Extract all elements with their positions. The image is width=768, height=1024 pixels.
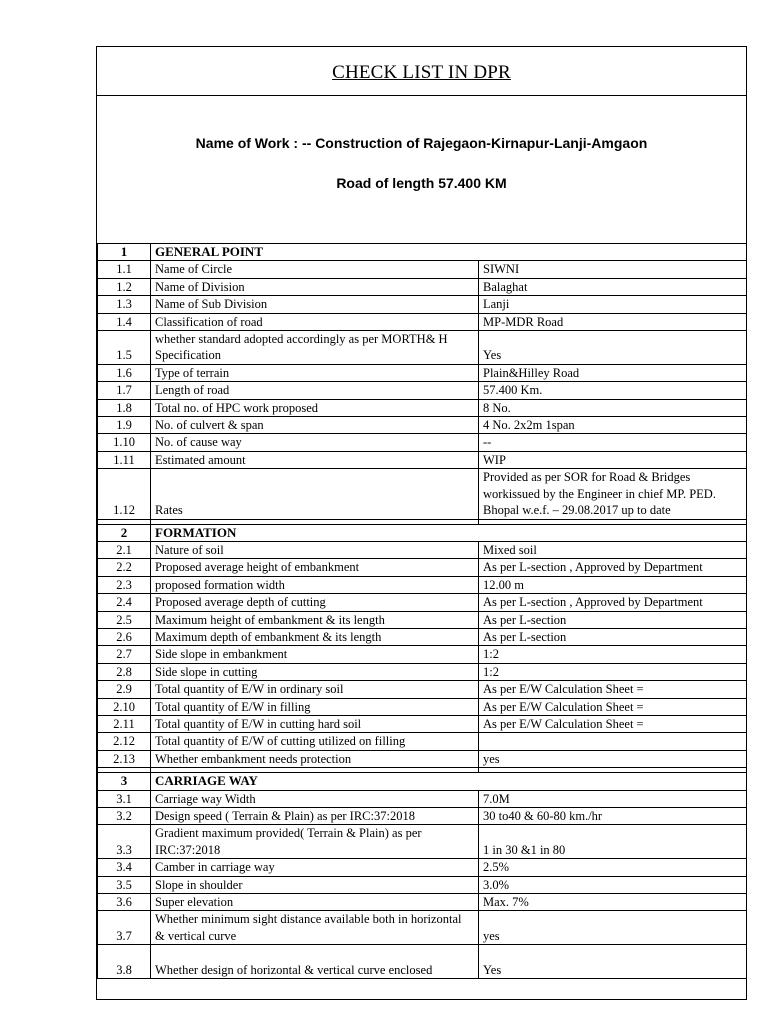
checklist-row [98, 681, 747, 698]
item-value: 1:2 [479, 663, 747, 680]
item-number: 2.12 [98, 733, 151, 750]
item-value: 30 to40 & 60-80 km./hr [479, 808, 747, 825]
checklist-row [98, 261, 747, 278]
checklist-row [98, 715, 747, 732]
item-value: As per L-section , Approved by Department [479, 594, 747, 611]
item-number: 3.2 [98, 808, 151, 825]
item-value: 12.00 m [479, 576, 747, 593]
item-value: 57.400 Km. [479, 382, 747, 399]
item-number: 1.2 [98, 278, 151, 295]
item-number: 1.11 [98, 451, 151, 468]
section-header-row [98, 244, 747, 261]
checklist-row [98, 576, 747, 593]
item-number: 1.10 [98, 434, 151, 451]
item-number: 3.8 [98, 945, 151, 979]
item-number: 1.12 [98, 469, 151, 519]
item-number: 1.9 [98, 417, 151, 434]
item-description: proposed formation width [151, 576, 479, 593]
item-description: No. of culvert & span [151, 417, 479, 434]
item-number: 1.4 [98, 313, 151, 330]
item-description: Proposed average height of embankment [151, 559, 479, 576]
item-number: 1.7 [98, 382, 151, 399]
checklist-row [98, 663, 747, 680]
item-description: Whether embankment needs protection [151, 750, 479, 767]
item-description: Rates [151, 469, 479, 519]
section-header-row [98, 773, 747, 790]
checklist-row [98, 382, 747, 399]
checklist-row [98, 541, 747, 558]
item-value: SIWNI [479, 261, 747, 278]
item-value: Yes [479, 945, 747, 979]
item-value: 8 No. [479, 399, 747, 416]
item-value: As per L-section [479, 628, 747, 645]
checklist-table [97, 243, 747, 979]
item-value: yes [479, 911, 747, 945]
item-description: Slope in shoulder [151, 876, 479, 893]
item-description: Total quantity of E/W in filling [151, 698, 479, 715]
item-value: As per E/W Calculation Sheet = [479, 698, 747, 715]
item-value: 1 in 30 &1 in 80 [479, 825, 747, 859]
item-description: Total quantity of E/W in cutting hard soil [151, 715, 479, 732]
checklist-row [98, 313, 747, 330]
item-value: 3.0% [479, 876, 747, 893]
document-title: CHECK LIST IN DPR [332, 62, 511, 83]
item-description: Carriage way Width [151, 790, 479, 807]
item-value: Mixed soil [479, 541, 747, 558]
checklist-row [98, 876, 747, 893]
item-number: 1.8 [98, 399, 151, 416]
checklist-row [98, 451, 747, 468]
item-description: Name of Circle [151, 261, 479, 278]
checklist-row [98, 808, 747, 825]
item-number: 2.6 [98, 628, 151, 645]
item-description: Maximum height of embankment & its length [151, 611, 479, 628]
item-description: Total quantity of E/W of cutting utilized on filling [151, 733, 479, 750]
checklist-row [98, 278, 747, 295]
item-value: Yes [479, 331, 747, 365]
item-value: yes [479, 750, 747, 767]
item-description: No. of cause way [151, 434, 479, 451]
item-description: Camber in carriage way [151, 859, 479, 876]
name-of-work-line: Name of Work : -- Construction of Rajegaon-Kirnapur-Lanji-Amgaon [195, 135, 648, 151]
checklist-row [98, 417, 747, 434]
item-value [479, 733, 747, 750]
checklist-row [98, 434, 747, 451]
item-number: 2.8 [98, 663, 151, 680]
item-value: As per L-section [479, 611, 747, 628]
item-description: Name of Sub Division [151, 296, 479, 313]
item-number: 2.7 [98, 646, 151, 663]
item-description: Maximum depth of embankment & its length [151, 628, 479, 645]
item-description: Total quantity of E/W in ordinary soil [151, 681, 479, 698]
item-number: 3.3 [98, 825, 151, 859]
checklist-row [98, 611, 747, 628]
checklist-row [98, 559, 747, 576]
item-description: Side slope in embankment [151, 646, 479, 663]
item-number: 3.1 [98, 790, 151, 807]
checklist-row [98, 698, 747, 715]
checklist-row [98, 733, 747, 750]
item-number: 2.5 [98, 611, 151, 628]
item-number: 3.7 [98, 911, 151, 945]
section-number: 3 [98, 773, 151, 790]
item-description: Nature of soil [151, 541, 479, 558]
item-number: 3.6 [98, 894, 151, 911]
checklist-row [98, 296, 747, 313]
checklist-row [98, 594, 747, 611]
item-number: 2.10 [98, 698, 151, 715]
item-value: Balaghat [479, 278, 747, 295]
checklist-row [98, 399, 747, 416]
item-number: 1.3 [98, 296, 151, 313]
item-value: Max. 7% [479, 894, 747, 911]
section-number: 2 [98, 524, 151, 541]
item-value: Lanji [479, 296, 747, 313]
checklist-row [98, 469, 747, 519]
item-value: WIP [479, 451, 747, 468]
item-number: 3.5 [98, 876, 151, 893]
checklist-row [98, 945, 747, 979]
item-value: MP-MDR Road [479, 313, 747, 330]
item-value: -- [479, 434, 747, 451]
road-length-line: Road of length 57.400 KM [336, 175, 507, 191]
item-value: Plain&Hilley Road [479, 364, 747, 381]
item-number: 1.6 [98, 364, 151, 381]
item-description: Whether design of horizontal & vertical curve enclosed [151, 945, 479, 979]
item-number: 2.2 [98, 559, 151, 576]
item-description: whether standard adopted accordingly as per MORTH& H Specification [151, 331, 479, 365]
item-number: 2.3 [98, 576, 151, 593]
section-number: 1 [98, 244, 151, 261]
item-description: Name of Division [151, 278, 479, 295]
item-value: As per L-section , Approved by Department [479, 559, 747, 576]
item-number: 2.11 [98, 715, 151, 732]
item-value: As per E/W Calculation Sheet = [479, 681, 747, 698]
item-value: 7.0M [479, 790, 747, 807]
item-description: Proposed average depth of cutting [151, 594, 479, 611]
item-value: Provided as per SOR for Road & Bridges workissued by the Engineer in chief MP. PED. Bhopal w.e.f. – 29.08.2017 up to date [479, 469, 747, 519]
checklist-row [98, 894, 747, 911]
item-number: 3.4 [98, 859, 151, 876]
item-value: 1:2 [479, 646, 747, 663]
item-number: 2.9 [98, 681, 151, 698]
checklist-row [98, 364, 747, 381]
item-description: Estimated amount [151, 451, 479, 468]
item-description: Side slope in cutting [151, 663, 479, 680]
item-number: 2.4 [98, 594, 151, 611]
item-value: As per E/W Calculation Sheet = [479, 715, 747, 732]
title-box [97, 47, 746, 96]
section-header-row [98, 524, 747, 541]
item-description: Gradient maximum provided( Terrain & Plain) as per IRC:37:2018 [151, 825, 479, 859]
item-description: Design speed ( Terrain & Plain) as per IRC:37:2018 [151, 808, 479, 825]
checklist-row [98, 628, 747, 645]
item-description: Length of road [151, 382, 479, 399]
item-number: 2.13 [98, 750, 151, 767]
document-page [96, 46, 747, 1000]
checklist-row [98, 825, 747, 859]
section-title: GENERAL POINT [151, 244, 747, 261]
checklist-row [98, 859, 747, 876]
checklist-row [98, 790, 747, 807]
item-description: Total no. of HPC work proposed [151, 399, 479, 416]
item-description: Super elevation [151, 894, 479, 911]
checklist-row [98, 331, 747, 365]
item-number: 1.1 [98, 261, 151, 278]
name-of-work-box [97, 96, 746, 244]
section-title: CARRIAGE WAY [151, 773, 747, 790]
item-number: 2.1 [98, 541, 151, 558]
item-value: 2.5% [479, 859, 747, 876]
item-number: 1.5 [98, 331, 151, 365]
section-title: FORMATION [151, 524, 747, 541]
item-description: Classification of road [151, 313, 479, 330]
item-description: Whether minimum sight distance available both in horizontal & vertical curve [151, 911, 479, 945]
item-description: Type of terrain [151, 364, 479, 381]
checklist-row [98, 750, 747, 767]
checklist-row [98, 646, 747, 663]
checklist-row [98, 911, 747, 945]
item-value: 4 No. 2x2m 1span [479, 417, 747, 434]
